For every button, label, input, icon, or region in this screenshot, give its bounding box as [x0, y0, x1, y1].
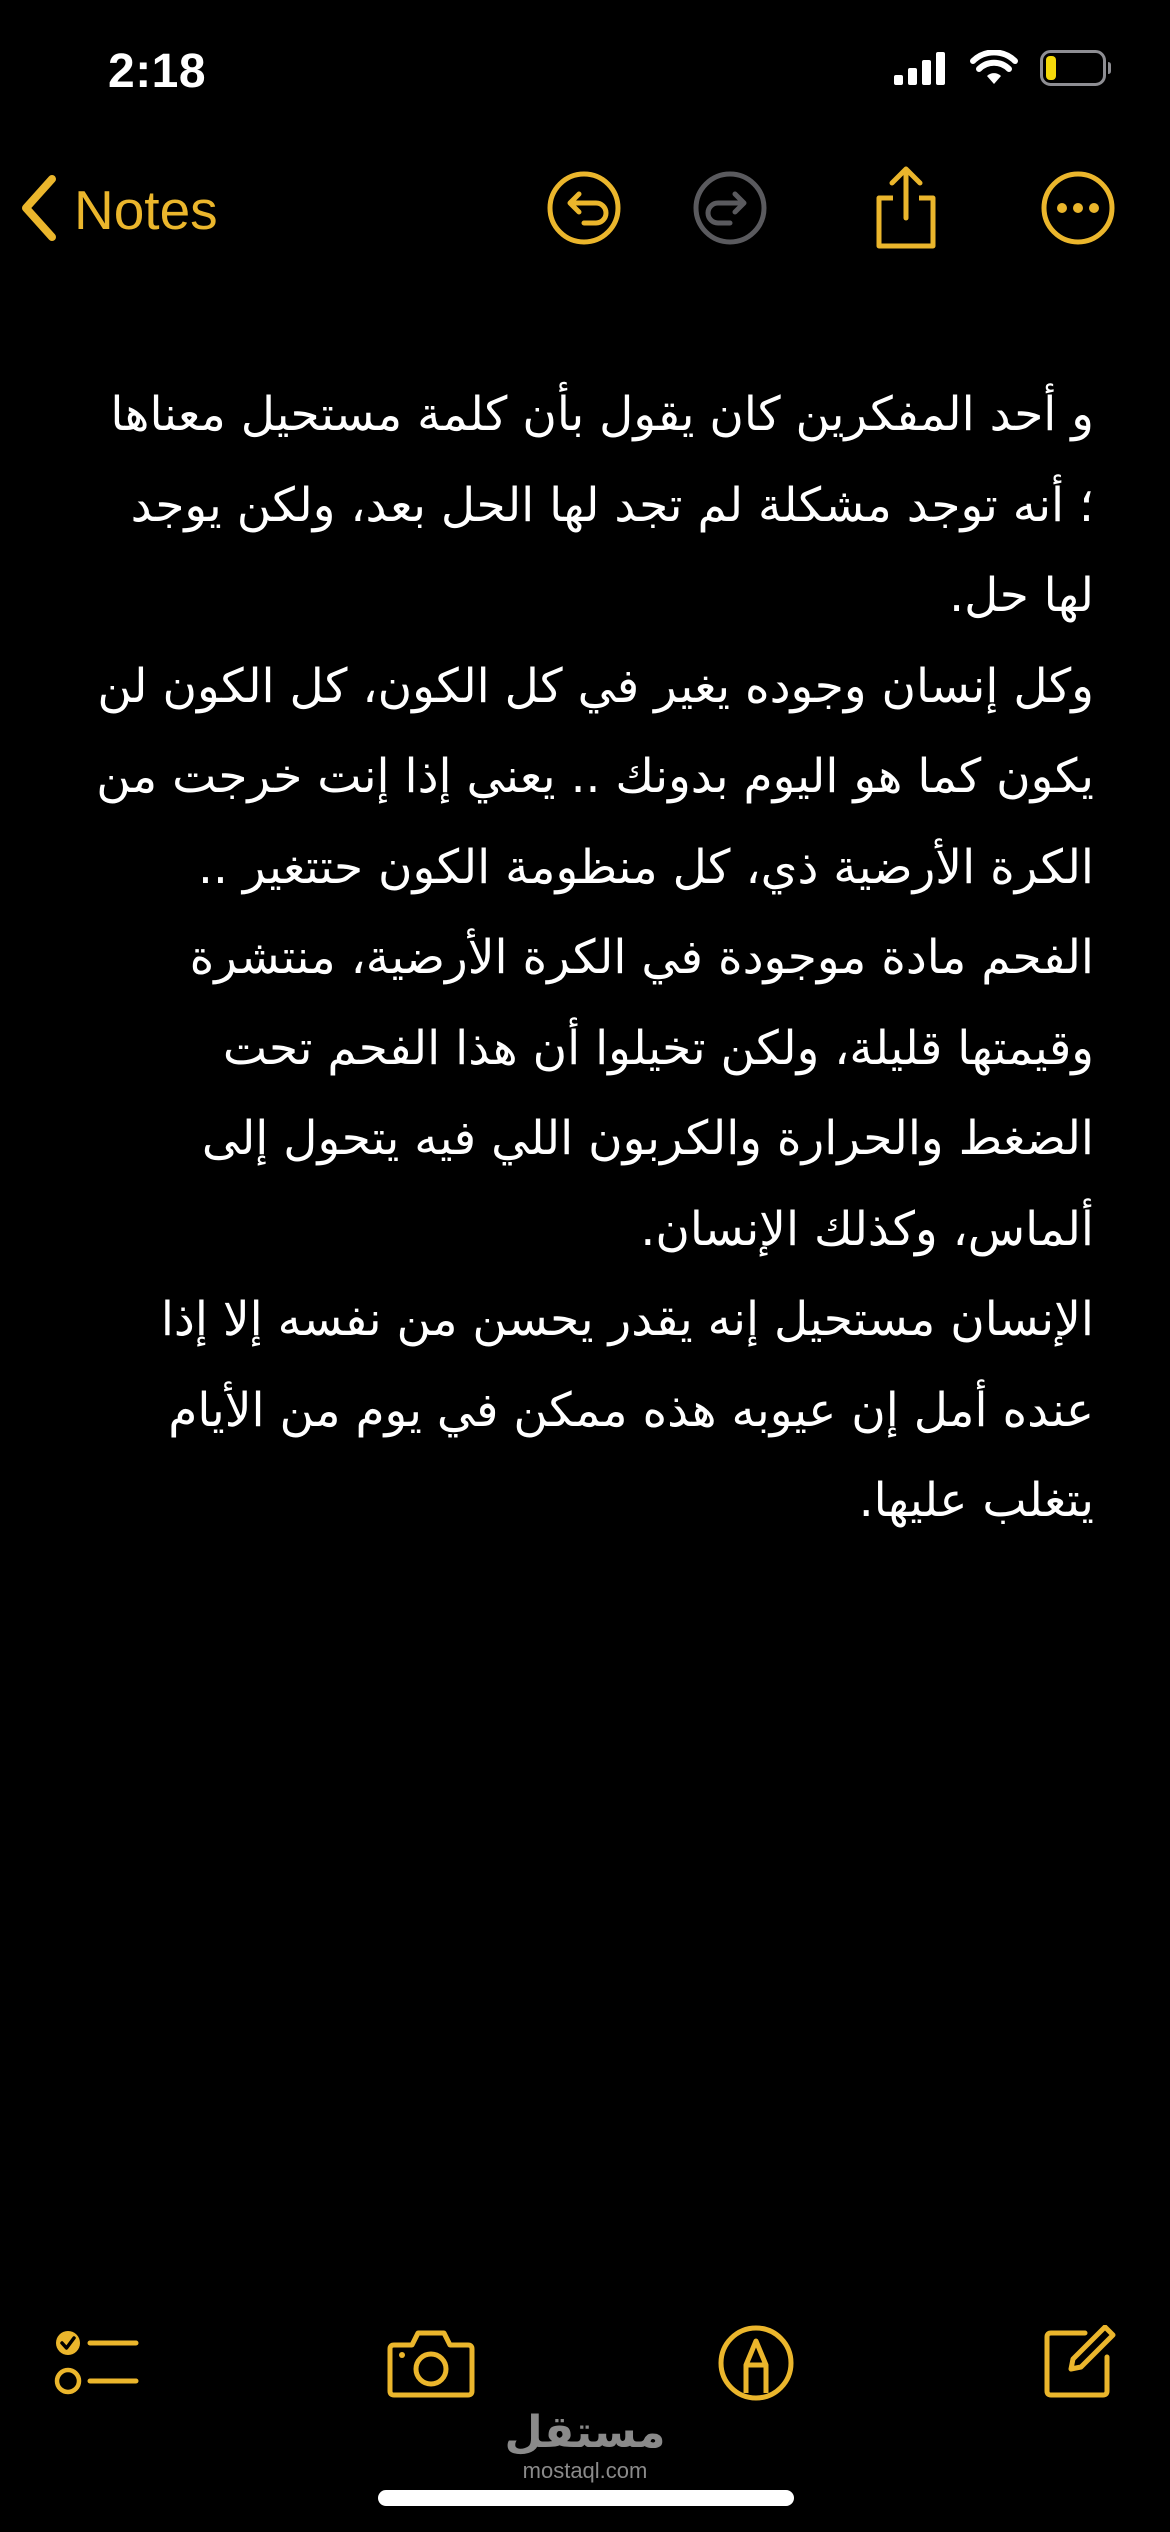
watermark	[485, 2408, 685, 2484]
compose-button[interactable]	[1024, 2310, 1134, 2420]
undo-button[interactable]	[540, 166, 628, 254]
compose-icon	[1041, 2325, 1117, 2405]
note-body[interactable]	[86, 370, 1094, 1547]
more-icon	[1040, 170, 1116, 250]
redo-icon	[692, 170, 768, 250]
camera-icon	[386, 2327, 476, 2403]
back-label: Notes	[74, 179, 218, 241]
status-time: 2:18	[108, 45, 207, 98]
more-button[interactable]	[1034, 166, 1122, 254]
battery-low-icon	[1040, 50, 1112, 90]
note-paragraph: وكل إنسان وجوده يغير في كل الكون، كل الكون لن يكون كما هو اليوم بدونك .. يعني إذا إنت خرجت من الكرة الأرضية ذي، كل منظومة الكون حتتغير ..	[96, 658, 1094, 895]
nav-bar	[0, 150, 1170, 270]
wifi-icon	[970, 50, 1018, 90]
watermark-latin: mostaql.com	[522, 2458, 648, 2483]
note-paragraph: و أحد المفكرين كان يقول بأن كلمة مستحيل معناها ؛ أنه توجد مشكلة لم تجد لها الحل بعد، ولكن يوجد لها حل.	[110, 387, 1094, 623]
markup-pen-icon	[716, 2323, 796, 2407]
back-button[interactable]	[20, 168, 218, 252]
share-icon	[871, 166, 941, 254]
checklist-icon	[52, 2325, 142, 2405]
status-icons	[894, 50, 1112, 90]
status-bar	[0, 0, 1170, 150]
redo-button[interactable]	[686, 166, 774, 254]
note-paragraph: الفحم مادة موجودة في الكرة الأرضية، منتشرة وقيمتها قليلة، ولكن تخيلوا أن هذا الفحم تحت الضغط والحرارة والكربون اللي فيه يتحول إلى ألماس، وكذلك الإنسان.	[189, 930, 1094, 1257]
chevron-left-icon	[20, 175, 60, 245]
share-button[interactable]	[862, 166, 950, 254]
undo-icon	[546, 170, 622, 250]
bottom-toolbar	[0, 2310, 1170, 2420]
cellular-signal-icon	[894, 51, 948, 89]
home-indicator[interactable]	[378, 2490, 794, 2506]
checklist-button[interactable]	[42, 2310, 152, 2420]
note-paragraph: الإنسان مستحيل إنه يقدر يحسن من نفسه إلا إذا عنده أمل إن عيوبه هذه ممكن في يوم من الأيام يتغلب عليها.	[160, 1292, 1094, 1528]
camera-button[interactable]	[376, 2310, 486, 2420]
markup-button[interactable]	[701, 2310, 811, 2420]
watermark-arabic: مستقل	[504, 2407, 666, 2458]
